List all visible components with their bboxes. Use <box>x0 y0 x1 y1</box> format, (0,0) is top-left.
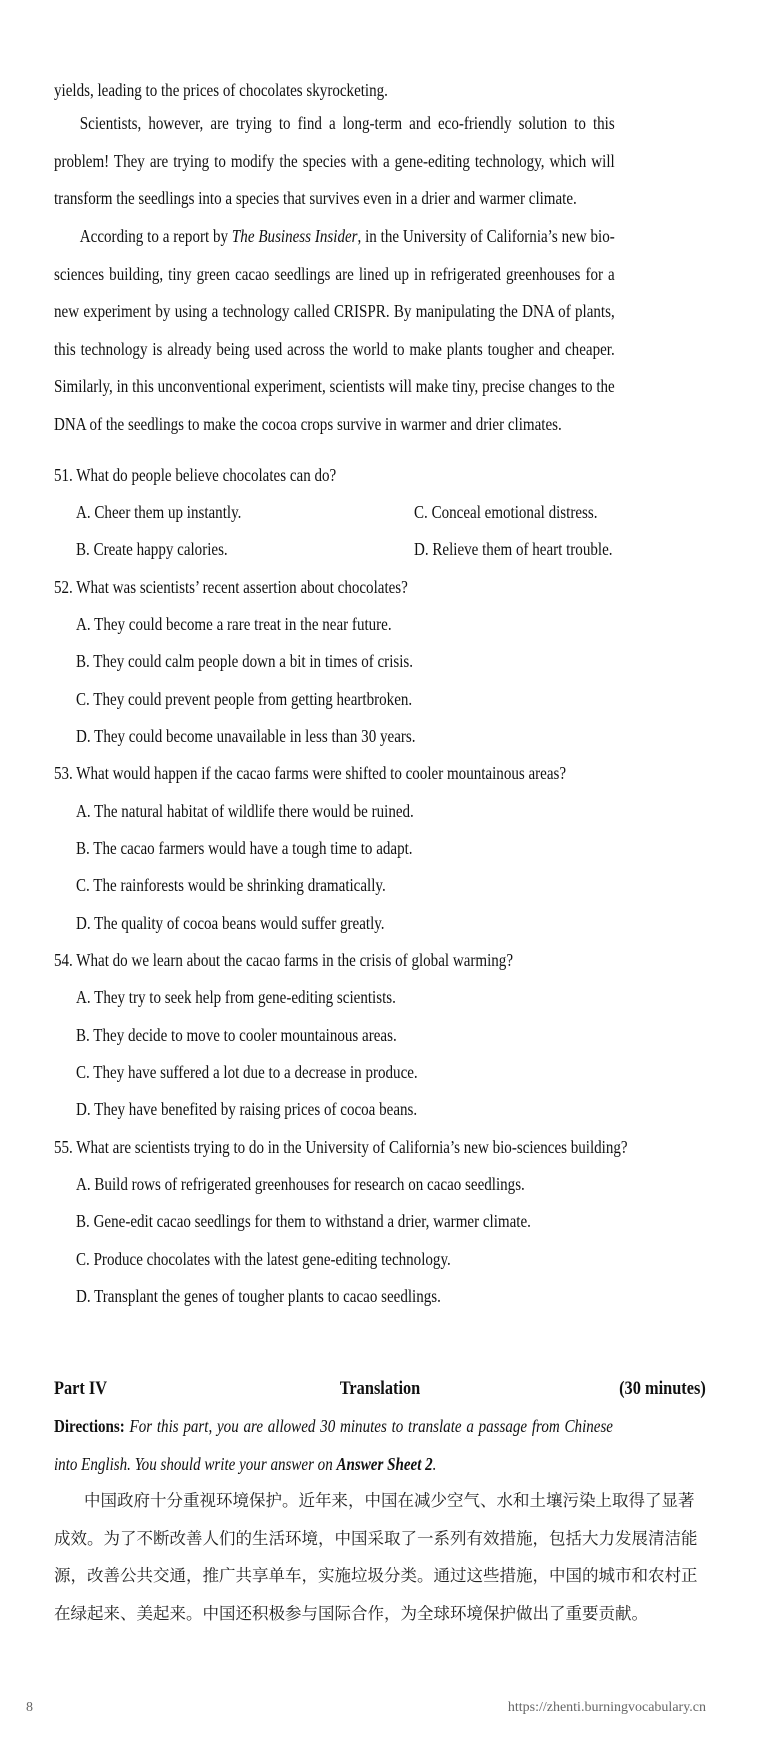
question-54-stem: 54. What do we learn about the cacao farms in the crisis of global warming? <box>54 950 514 970</box>
part-title: Translation <box>339 1378 421 1399</box>
page-number: 8 <box>26 1700 33 1715</box>
question-52-option-c[interactable]: C. They could prevent people from getting heartbroken. <box>76 689 413 709</box>
question-51-option-c[interactable]: C. Conceal emotional distress. <box>414 502 598 522</box>
directions-period: . <box>432 1453 437 1474</box>
question-51-option-b[interactable]: B. Create happy calories. <box>76 539 228 559</box>
passage-paragraph-1: Scientists, however, are trying to find a long-term and eco-friendly solution to this problem! They are trying to modify the species with a gene-editing technology, which will transform the seedlings into a species that survives even in a drier and warmer climate. <box>54 113 615 208</box>
question-51-stem: 51. What do people believe chocolates can do? <box>54 465 337 485</box>
question-53-stem: 53. What would happen if the cacao farms were shifted to cooler mountainous areas? <box>54 763 567 783</box>
paragraph-2-rest: , in the University of California’s new bio-sciences building, tiny green cacao seedlings are lined up in refrigerated greenhouses for a new experiment by using a technology called CRISPR. By manipulating the DNA of plants, this technology is already being used across the world to make plants tougher and cheaper. Similarly, in this unconventional experiment, scientists will make tiny, precise changes to the DNA of the seedlings to make the cocoa crops survive in warmer and drier climates. <box>54 226 615 434</box>
passage-paragraph-2 <box>54 218 615 443</box>
question-52-option-a[interactable]: A. They could become a rare treat in the near future. <box>76 614 392 634</box>
question-55-option-a[interactable]: A. Build rows of refrigerated greenhouses for research on cacao seedlings. <box>76 1174 525 1194</box>
question-53-option-d[interactable]: D. The quality of cocoa beans would suffer greatly. <box>76 913 385 933</box>
question-52-stem: 52. What was scientists’ recent assertion about chocolates? <box>54 577 408 597</box>
question-53-option-c[interactable]: C. The rainforests would be shrinking dramatically. <box>76 875 386 895</box>
chinese-passage: 中国政府十分重视环境保护。近年来，中国在减少空气、水和土壤污染上取得了显著成效。为了不断改善人们的生活环境，中国采取了一系列有效措施，包括大力发展清洁能源，改善公共交通，推广共享单车，实施垃圾分类。通过这些措施，中国的城市和农村正在绿起来、美起来。中国还积极参与国际合作，为全球环境保护做出了重要贡献。 <box>54 1491 698 1623</box>
directions-text: For this part, you are allowed 30 minutes to translate a passage from Chinese into English. You should write your answer on <box>54 1416 613 1474</box>
source-title: The Business Insider <box>231 226 358 246</box>
question-53-option-b[interactable]: B. The cacao farmers would have a tough time to adapt. <box>76 838 413 858</box>
question-55-option-b[interactable]: B. Gene-edit cacao seedlings for them to withstand a drier, warmer climate. <box>76 1211 531 1231</box>
paragraph-2-start: According to a report by <box>79 226 232 246</box>
part-four-heading <box>54 1378 706 1402</box>
part-label: Part IV <box>54 1378 108 1399</box>
question-52-option-b[interactable]: B. They could calm people down a bit in times of crisis. <box>76 651 414 671</box>
directions-label: Directions: <box>54 1416 125 1436</box>
directions <box>54 1408 613 1483</box>
question-51-option-d[interactable]: D. Relieve them of heart trouble. <box>414 539 613 559</box>
question-53-option-a[interactable]: A. The natural habitat of wildlife there would be ruined. <box>76 801 414 821</box>
question-52-option-d[interactable]: D. They could become unavailable in less than 30 years. <box>76 726 416 746</box>
question-55-option-c[interactable]: C. Produce chocolates with the latest gene-editing technology. <box>76 1249 451 1269</box>
footer-url[interactable]: https://zhenti.burningvocabulary.cn <box>507 1700 706 1715</box>
answer-sheet-ref: Answer Sheet 2 <box>336 1453 433 1474</box>
question-54-option-b[interactable]: B. They decide to move to cooler mountainous areas. <box>76 1025 397 1045</box>
question-54-option-c[interactable]: C. They have suffered a lot due to a decrease in produce. <box>76 1062 418 1082</box>
question-54-option-a[interactable]: A. They try to seek help from gene-editing scientists. <box>76 987 396 1007</box>
question-55-option-d[interactable]: D. Transplant the genes of tougher plants to cacao seedlings. <box>76 1286 441 1306</box>
question-54-option-d[interactable]: D. They have benefited by raising prices of cocoa beans. <box>76 1099 418 1119</box>
part-time: (30 minutes) <box>619 1378 706 1399</box>
passage-paragraph-0: yields, leading to the prices of chocolates skyrocketing. <box>54 80 388 100</box>
question-51-option-a[interactable]: A. Cheer them up instantly. <box>76 502 242 522</box>
question-55-stem: 55. What are scientists trying to do in the University of California’s new bio-sciences building? <box>54 1137 628 1157</box>
